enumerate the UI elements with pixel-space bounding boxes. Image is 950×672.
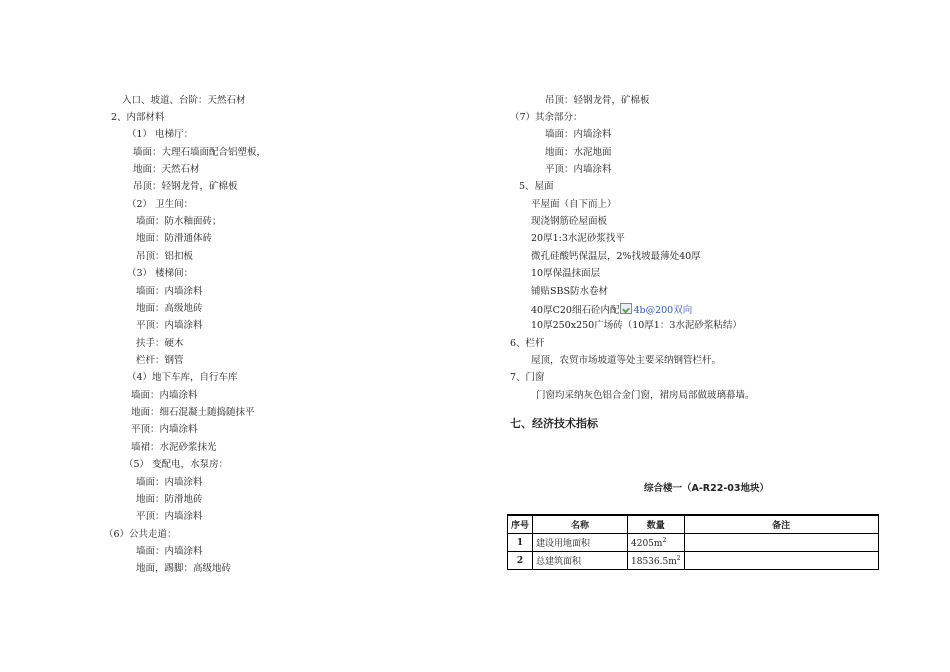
- right-line: 地面：水泥地面: [545, 147, 612, 158]
- col-header-note: 备注: [684, 515, 878, 534]
- right-line: 10厚250x250广场砖（10厚1：3水泥砂浆粘结）: [531, 320, 742, 331]
- col-header-qty: 数量: [628, 515, 685, 534]
- left-line: 地面：高级地砖: [136, 303, 203, 314]
- left-line: 吊顶：铝扣板: [136, 251, 194, 262]
- right-line: （7）其余部分：: [510, 112, 583, 123]
- left-line: 地面：防滑地砖: [136, 494, 203, 505]
- left-line: 平顶：内墙涂料: [131, 424, 198, 435]
- section-heading: 七、经济技术指标: [510, 417, 598, 430]
- left-line: 墙面：大理石墙面配合铝塑板，: [133, 147, 267, 158]
- left-line: （2） 卫生间：: [127, 199, 194, 210]
- left-line: 墙面：防水釉面砖；: [136, 216, 222, 227]
- right-line: 现浇钢筋砼屋面板: [531, 216, 608, 227]
- left-line: 墙面：内墙涂料: [136, 477, 203, 488]
- left-line: 平顶：内墙涂料: [136, 511, 203, 522]
- left-line: （1） 电梯厅：: [127, 129, 194, 140]
- right-line: 20厚1:3水泥砂浆找平: [531, 233, 625, 244]
- left-line: 墙面：内墙涂料: [136, 286, 203, 297]
- col-header-no: 序号: [508, 515, 533, 534]
- right-line: 吊顶：轻钢龙骨，矿棉板: [545, 95, 650, 106]
- left-line: 地面：防滑通体砖: [136, 233, 213, 244]
- right-line: 平顶：内墙涂料: [545, 164, 612, 175]
- right-line-rebar: [531, 303, 692, 317]
- row-qty-unit-exp: 2: [676, 554, 681, 562]
- right-line: 门窗均采纳灰色铝合金门窗，裙房局部做玻璃幕墙。: [536, 390, 755, 401]
- row-no: 2: [508, 552, 533, 570]
- left-line: 墙面：内墙涂料: [131, 390, 198, 401]
- right-line: 屋顶，农贸市场坡道等处主要采纳钢管栏杆。: [531, 355, 722, 366]
- right-line: 铺贴SBS防水卷材: [531, 286, 608, 297]
- row-qty-value: 4205m: [631, 538, 663, 549]
- left-line: （4）地下车库，自行车库: [127, 372, 238, 383]
- indicator-table: [507, 514, 879, 570]
- left-line: （6）公共走道：: [104, 529, 177, 540]
- row-note: [684, 534, 878, 552]
- rebar-text: 40厚C20细石砼内配: [531, 305, 620, 316]
- left-line: 地面：细石混凝土随捣随抹平: [131, 407, 255, 418]
- left-line: 吊顶：轻钢龙骨，矿棉板: [133, 181, 238, 192]
- row-name: 建设用地面积: [533, 534, 628, 552]
- rebar-link[interactable]: 4b@200双向: [633, 305, 693, 316]
- col-header-name: 名称: [533, 515, 628, 534]
- row-qty-unit-exp: 2: [662, 536, 667, 544]
- row-note: [684, 552, 878, 570]
- left-line: 入口、坡道、台阶：天然石材: [122, 95, 246, 106]
- right-line: 5、屋面: [519, 181, 554, 192]
- left-line: 平顶：内墙涂料: [136, 320, 203, 331]
- left-line: 地面：天然石材: [133, 164, 200, 175]
- left-line: 墙面：内墙涂料: [136, 546, 203, 557]
- right-line: 6、栏杆: [510, 338, 545, 349]
- table-header-row: [508, 515, 879, 534]
- left-line: 地面，踢脚：高级地砖: [136, 563, 232, 574]
- row-qty: [628, 552, 685, 570]
- left-line: 2、内部材料: [111, 112, 165, 123]
- right-line: 墙面：内墙涂料: [545, 129, 612, 140]
- table-row: [508, 534, 879, 552]
- left-line: （5） 变配电，水泵房：: [124, 459, 229, 470]
- right-line: 平屋面（自下而上）: [531, 199, 617, 210]
- table-row: [508, 552, 879, 570]
- left-line: 墙裙：水泥砂浆抹光: [131, 442, 217, 453]
- right-line: 7、门窗: [510, 372, 545, 383]
- table-title: 综合楼一（A-R22-03地块）: [644, 483, 769, 494]
- right-line: 10厚保温抹面层: [531, 268, 601, 279]
- row-name: 总建筑面积: [533, 552, 628, 570]
- row-no: 1: [508, 534, 533, 552]
- left-line: 栏杆：钢管: [136, 355, 184, 366]
- broken-image-icon: [620, 303, 632, 314]
- right-line: 微孔硅酸钙保温层，2%找坡最薄处40厚: [531, 251, 701, 262]
- row-qty-value: 18536.5m: [631, 556, 677, 567]
- left-line: （3） 楼梯间：: [127, 268, 194, 279]
- row-qty: [628, 534, 685, 552]
- left-line: 扶手：硬木: [136, 338, 184, 349]
